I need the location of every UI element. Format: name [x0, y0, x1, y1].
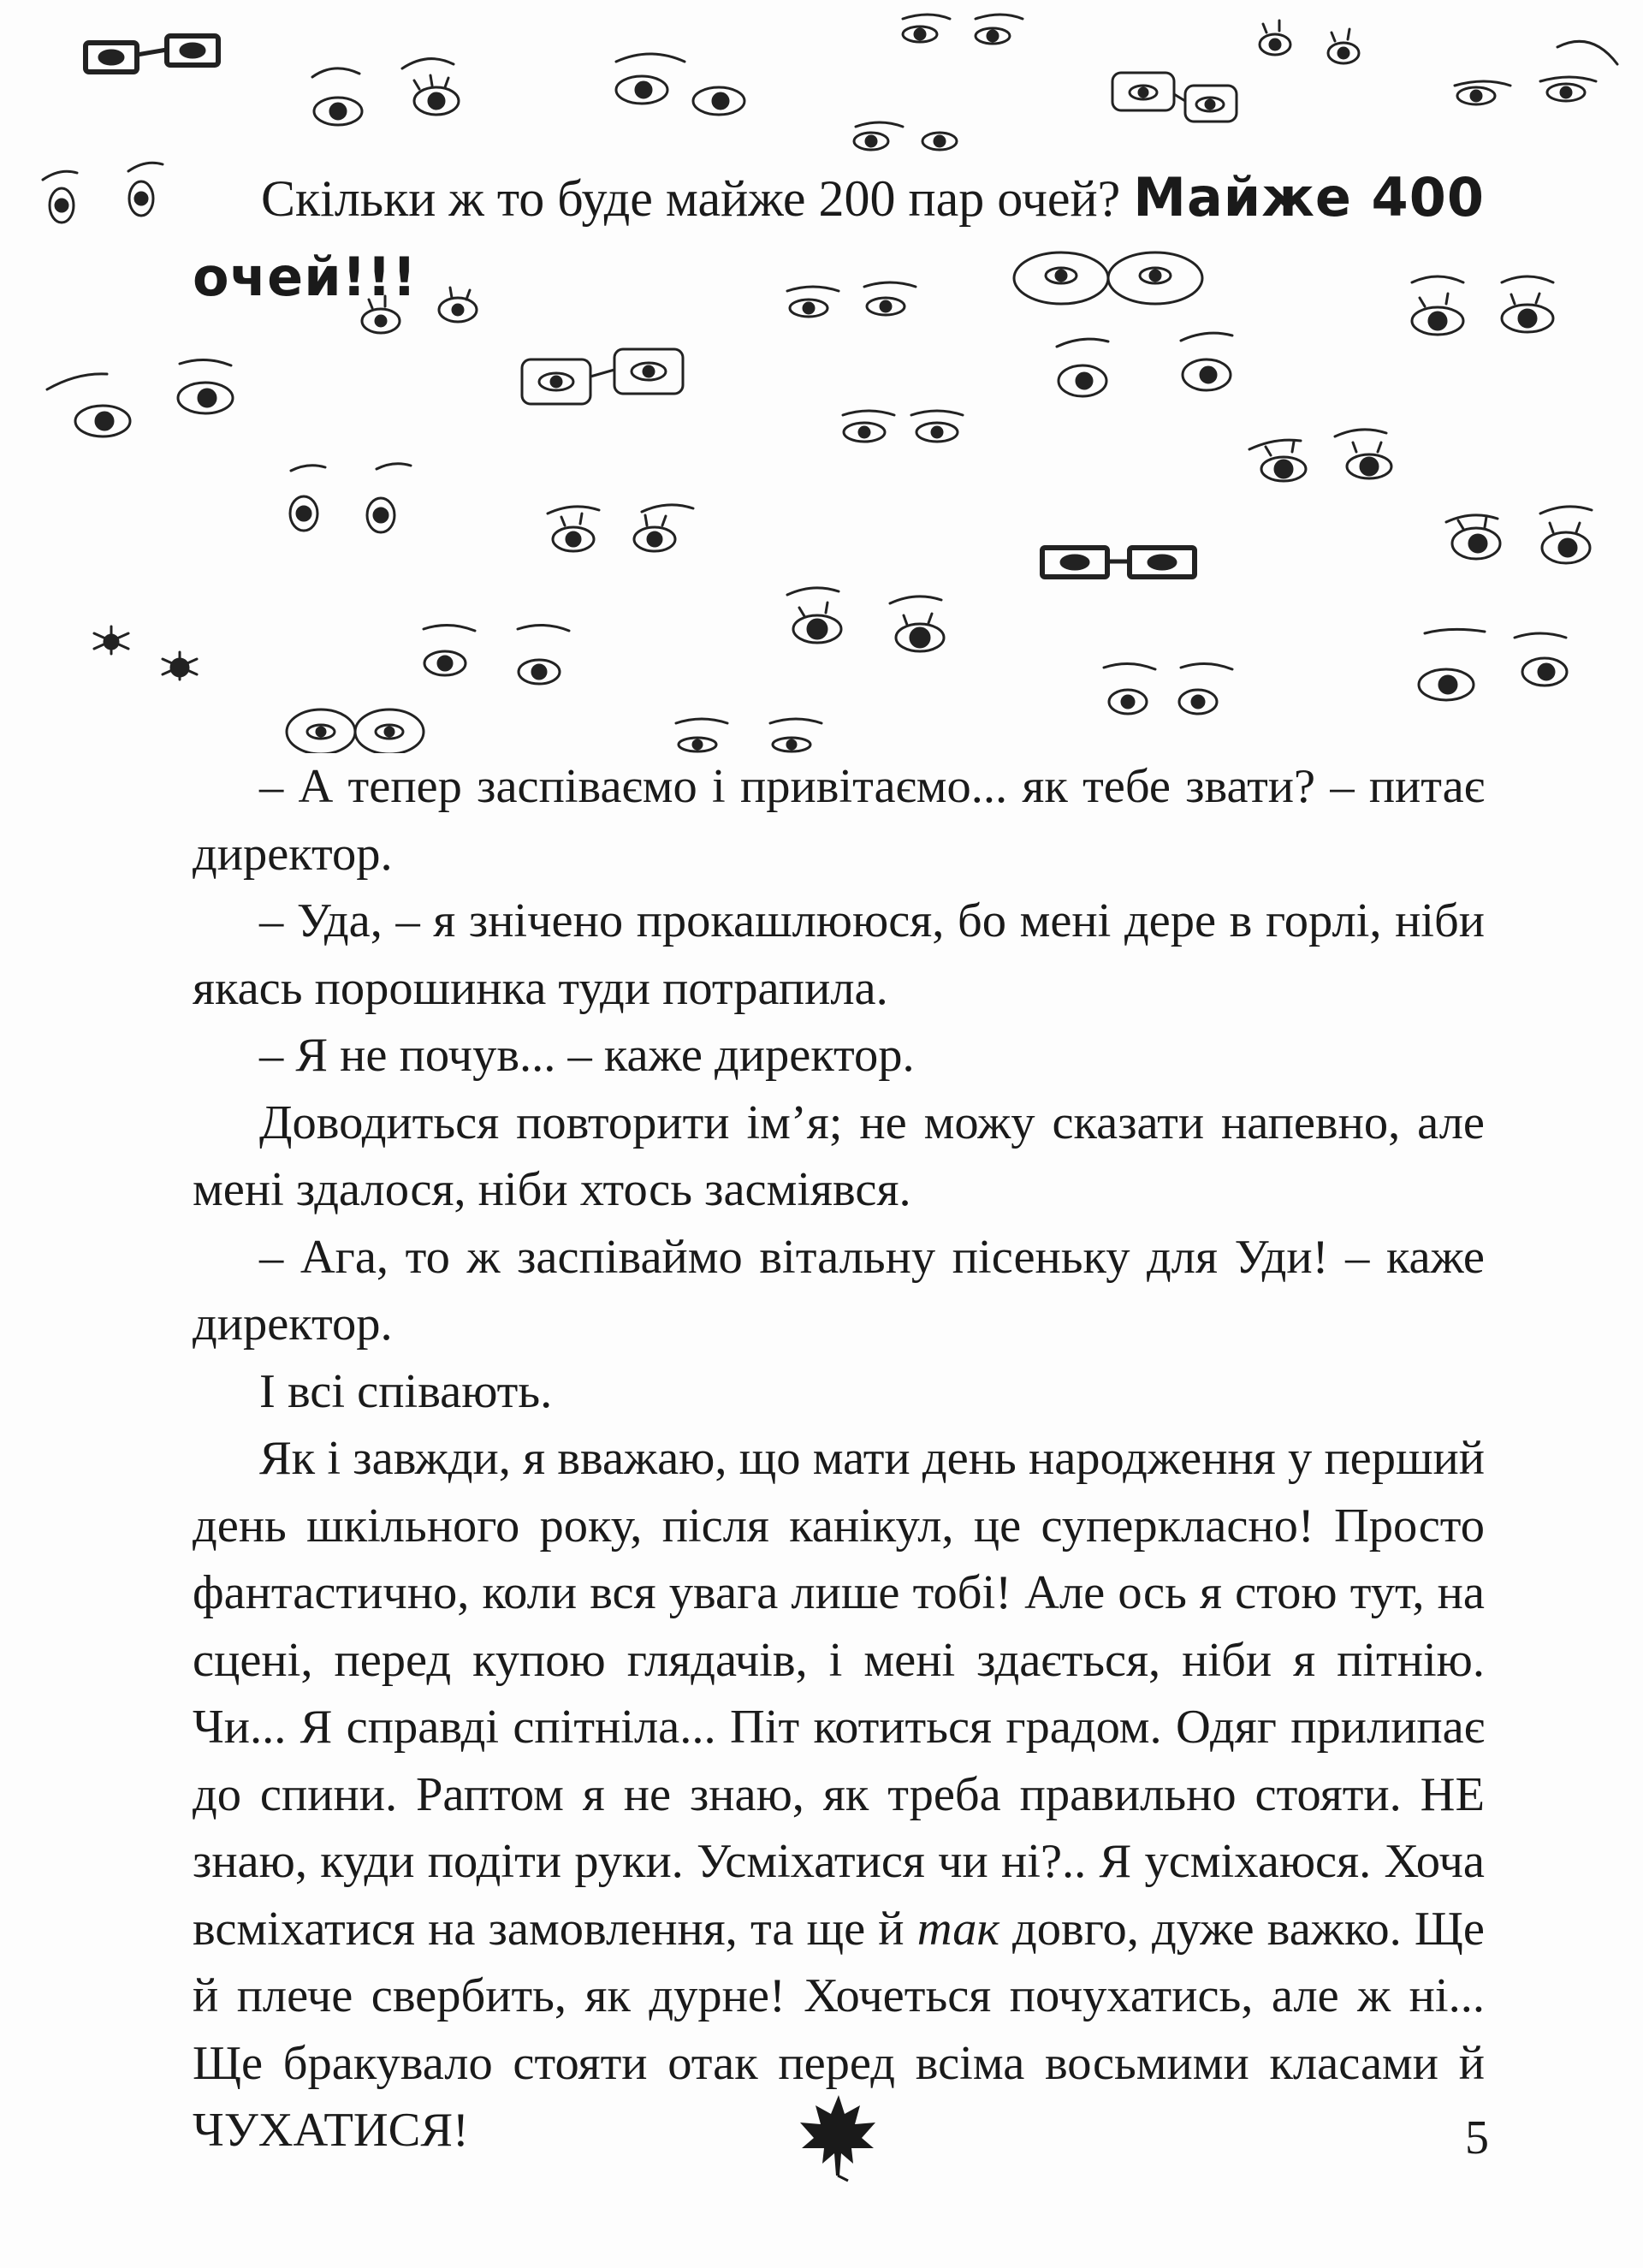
main-text	[193, 753, 1485, 2164]
eyes-lashes-icon	[312, 59, 459, 125]
eyes-plain-icon	[676, 719, 822, 751]
eye-doodles-illustration	[0, 0, 1643, 753]
intro-handwritten-answer: Майже 400 очей!!!	[193, 166, 1485, 308]
paragraph: Доводиться повторити ім’я; не можу сказати напевно, але мені здалося, ніби хтось засміявся.	[193, 1095, 1485, 1216]
paragraph: – Я не почув... – каже директор.	[259, 1029, 915, 1082]
eyes-glasses-icon	[1112, 73, 1237, 122]
eyes-plain-icon	[47, 359, 233, 436]
eyes-plain-icon	[843, 333, 1232, 442]
eyes-lashes-icon	[787, 588, 944, 651]
paragraph: – Ага, то ж заспіваймо вітальну пісеньку для Уди! – каже директор.	[193, 1230, 1485, 1351]
intro-question: Скільки ж то буде майже 200 пар очей?	[261, 170, 1121, 227]
eyes-lashes-icon	[1104, 663, 1232, 714]
intro-paragraph	[193, 158, 1485, 318]
italic-word: так	[916, 1902, 999, 1956]
paragraph: – А тепер заспіваємо і привітаємо... як тебе звати? – питає директор.	[193, 760, 1485, 881]
eyes-lashes-icon	[1249, 430, 1391, 481]
paragraph: І всі співають.	[259, 1364, 553, 1418]
eyes-lashes-icon	[1446, 507, 1592, 563]
eyes-glasses-icon	[522, 349, 683, 404]
eyes-lashes-icon	[548, 505, 693, 551]
eyes-plain-icon	[424, 625, 569, 684]
eyes-round-icon	[290, 464, 411, 532]
eyes-glasses-icon	[86, 36, 218, 72]
eyes-round-icon	[43, 163, 163, 223]
eyes-glasses-icon	[1042, 548, 1195, 577]
eyes-lashes-icon	[94, 626, 197, 680]
paragraph: – Уда, – я знічено прокашлююся, бо мені дере в горлі, ніби якась порошинка туди потрапила.	[193, 894, 1485, 1015]
paragraph: Як і завжди, я вважаю, що мати день народження у перший день шкільного року, після канікул, це суперкласно! Просто фантастично, коли вся увага лише тобі! Але ось я стою тут, на сцені, перед купою глядачів, і мені здається, ніби я пітнію. Чи... Я справді спітніла... Піт котиться градом. Одяг прилипає до спини. Раптом я не знаю, як треба правильно стояти. НЕ знаю, куди подіти руки. Усміхатися чи ні?.. Я усміхаюся. Хоча всміхатися на замовлення, та ще й так довго, дуже важко. Ще й плече свербить, як дурне! Хочеться почухатись, але ж ні... Ще бракувало стояти отак перед всіма восьмими класами й ЧУХАТИСЯ!	[193, 1432, 1486, 2157]
eyes-glasses-icon	[287, 709, 424, 753]
page-number: 5	[1465, 2111, 1489, 2164]
eyes-lashes-icon	[1260, 21, 1617, 104]
maple-leaf-icon	[792, 2088, 886, 2182]
eyes-plain-icon	[616, 15, 1023, 150]
eyes-plain-icon	[1419, 629, 1567, 700]
